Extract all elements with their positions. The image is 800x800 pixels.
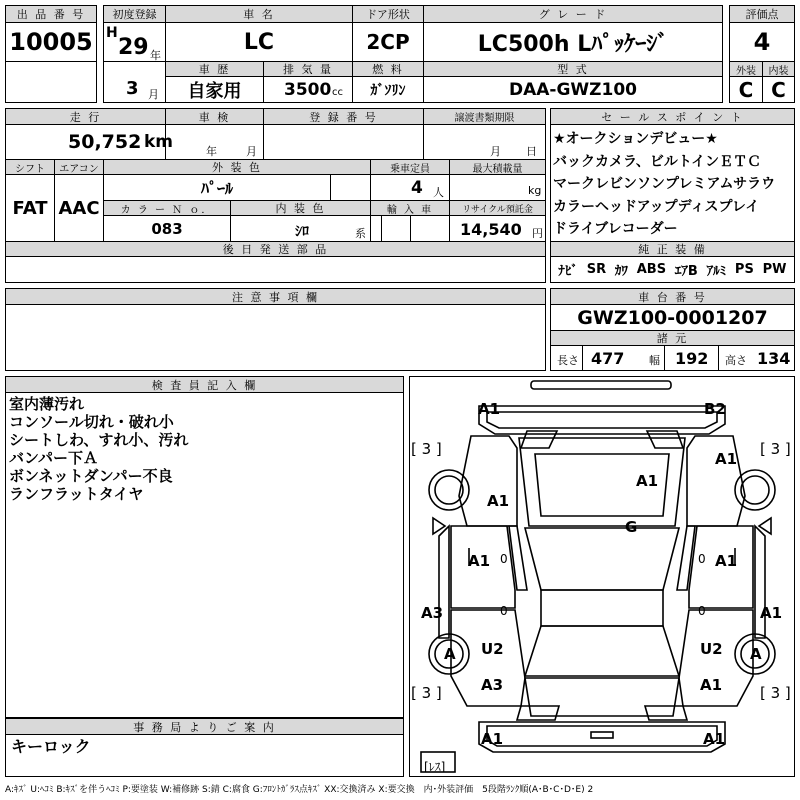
specs-divider-1 <box>582 345 583 371</box>
sales-point-line: マークレビンソンプレミアムサラウ <box>553 176 776 192</box>
kei-unit: 系 <box>355 227 366 240</box>
legend-footer: A:ｷｽﾞ U:ﾍｺﾐ B:ｷｽﾞを伴うﾍｺﾐ P:要塗装 W:補修跡 S:錆 C:腐食 G:ﾌﾛﾝﾄｶﾞﾗｽ点ｷｽﾞ XX:交換済み X:要交換 内･外装評価 5段階ﾗﾝｸ順(A･B･C･D･E) 2 <box>5 785 594 795</box>
car-name-header: 車 名 <box>165 5 353 23</box>
ext-color-value: ﾊﾟｰﾙ <box>103 174 331 201</box>
shift-value: FAT <box>5 174 55 242</box>
max-load-cell <box>449 174 546 201</box>
damage-door-right: A1 <box>715 552 738 570</box>
later-parts-header: 後 日 発 送 部 品 <box>5 241 546 257</box>
damage-sill-right: A1 <box>760 604 783 622</box>
month-unit: 月 <box>148 88 159 101</box>
first-reg-header: 初度登録 <box>103 5 166 23</box>
model-code-header: 型 式 <box>423 61 723 77</box>
lot-no-header: 出 品 番 号 <box>5 5 97 23</box>
reg-year: 29 <box>118 35 149 60</box>
sales-point-header: セ ー ル ス ポ イ ン ト <box>550 108 795 125</box>
specs-box <box>550 345 795 371</box>
lot-no-value: 10005 <box>5 22 97 62</box>
office-header: 事 務 局 よ り ご 案 内 <box>5 718 404 735</box>
car-diagram <box>409 376 795 777</box>
notes-header: 注 意 事 項 欄 <box>5 288 546 305</box>
specs-divider-3 <box>718 345 719 371</box>
era-letter: H <box>106 25 118 41</box>
deadline-month-unit: 月 <box>490 145 501 158</box>
grade-value: LC500h Lﾊﾟｯｹｰｼﾞ <box>423 22 723 62</box>
mileage-value: 50,752 <box>68 131 142 153</box>
history-value: 自家用 <box>165 76 264 103</box>
inspector-note: 室内薄汚れ <box>9 395 85 413</box>
notes-box <box>5 304 546 371</box>
sales-point-line: ドライブレコーダー <box>553 221 678 237</box>
first-reg-month-cell <box>103 61 166 103</box>
car-name-value: LC <box>165 22 353 62</box>
sales-point-line: ★オークションデビュー★ <box>553 131 718 147</box>
fuel-value: ｶﾞｿﾘﾝ <box>352 76 424 103</box>
quarter-mark-right: 0 <box>698 604 706 618</box>
damage-rear-wheel-right: A <box>750 645 762 663</box>
grade-header: グ レ ー ド <box>423 5 723 23</box>
quarter-mark-left: 0 <box>500 604 508 618</box>
int-color-header: 内 装 色 <box>230 200 371 216</box>
ext-color-blank <box>330 174 371 201</box>
equipment-item: ｴｱB <box>674 264 698 279</box>
first-reg-year-cell <box>103 22 166 62</box>
sales-point-line: バックカメラ、ビルトインＥＴＣ <box>553 153 762 170</box>
inspector-note: コンソール切れ・破れ小 <box>9 413 174 431</box>
history-header: 車 歴 <box>165 61 264 77</box>
import-header: 輸 入 車 <box>370 200 450 216</box>
capacity-header: 乗車定員 <box>370 159 450 175</box>
ext-color-header: 外 装 色 <box>103 159 371 175</box>
office-note: キーロック <box>11 737 91 756</box>
score-header: 評価点 <box>729 5 795 23</box>
inspection-cell <box>165 124 264 160</box>
damage-quarter-left: U2 <box>481 640 504 658</box>
damage-roof: G <box>625 518 638 536</box>
cc-unit: cc <box>332 87 343 98</box>
damage-rear-right: A1 <box>703 730 726 748</box>
transfer-deadline-cell <box>423 124 546 160</box>
door-mark-right: 0 <box>698 552 706 566</box>
length-label: 長さ <box>557 354 579 367</box>
equipment-item: ﾅﾋﾞ <box>558 264 578 279</box>
int-color-cell <box>230 215 371 242</box>
equipment-item: PW <box>762 262 787 277</box>
equipment-item: PS <box>734 262 754 277</box>
inspection-year-unit: 年 <box>206 145 217 158</box>
damage-front-right: B2 <box>704 400 726 418</box>
length-value: 477 <box>591 349 625 368</box>
recycle-cell <box>449 215 546 242</box>
displacement-value: 3500 <box>284 80 332 100</box>
persons-unit: 人 <box>433 186 444 199</box>
height-label: 高さ <box>725 354 747 367</box>
year-unit: 年 <box>150 49 161 62</box>
equipment-item: ｶﾜ <box>614 264 628 279</box>
damage-sill-left: A3 <box>421 604 444 622</box>
equipment-item: ｱﾙﾐ <box>706 264 727 279</box>
damage-rear-quarter-left: A3 <box>481 676 504 694</box>
displacement-header: 排 気 量 <box>263 61 353 77</box>
mileage-header: 走 行 <box>5 108 166 125</box>
tire-fl: [ 3 ] <box>411 440 442 458</box>
tire-rr: [ 3 ] <box>760 684 791 702</box>
inspector-note: ランフラットタイヤ <box>9 485 144 503</box>
inspector-note: バンパー下Ａ <box>9 449 98 467</box>
color-no-value: 083 <box>103 215 231 242</box>
model-code-value: DAA-GWZ100 <box>423 76 723 103</box>
inspector-note: ボンネットダンパー不良 <box>9 467 173 485</box>
exterior-header: 外装 <box>729 61 763 77</box>
transfer-deadline-header: 譲渡書類期限 <box>423 108 546 125</box>
yen-unit: 円 <box>532 227 543 240</box>
equipment-item: SR <box>586 262 607 277</box>
fuel-header: 燃 料 <box>352 61 424 77</box>
reg-month: 3 <box>126 78 139 99</box>
shift-header: シフト <box>5 159 55 175</box>
score-value: 4 <box>729 22 795 62</box>
import-divider <box>381 215 411 242</box>
km-unit: km <box>144 132 174 152</box>
damage-quarter-right: U2 <box>700 640 723 658</box>
spare-tire-label: [ﾚｽ] <box>424 760 446 774</box>
genuine-equipment-header: 純 正 装 備 <box>550 241 795 257</box>
exterior-grade: C <box>729 76 763 103</box>
aircon-value: AAC <box>54 174 104 242</box>
damage-rear-quarter-right: A1 <box>700 676 723 694</box>
equipment-item: ABS <box>636 262 667 277</box>
aircon-header: エアコン <box>54 159 104 175</box>
tire-rl: [ 3 ] <box>411 684 442 702</box>
height-value: 134 <box>757 349 791 368</box>
door-header: ドア形状 <box>352 5 424 23</box>
recycle-value: 14,540 <box>460 220 522 239</box>
inspection-month-unit: 月 <box>246 145 257 158</box>
genuine-equipment-box <box>550 256 795 283</box>
sales-point-box <box>550 124 795 242</box>
mileage-cell <box>5 124 174 160</box>
lot-no-blank <box>5 61 97 103</box>
damage-rear-left: A1 <box>481 730 504 748</box>
width-value: 192 <box>675 349 709 368</box>
tire-fr: [ 3 ] <box>760 440 791 458</box>
damage-rear-wheel-left: A <box>444 645 456 663</box>
inspector-note: シートしわ、すれ小、汚れ <box>9 431 189 449</box>
sales-point-line: カラーヘッドアップディスプレイ <box>553 198 760 215</box>
inspection-header: 車 検 <box>165 108 264 125</box>
damage-door-left: A1 <box>468 552 491 570</box>
capacity-cell <box>370 174 450 201</box>
inspector-header: 検 査 員 記 入 欄 <box>5 376 404 393</box>
damage-front-left: A1 <box>478 400 501 418</box>
specs-header: 諸 元 <box>550 330 795 346</box>
kg-unit: kg <box>528 184 542 197</box>
chassis-value: GWZ100-0001207 <box>550 304 795 331</box>
interior-grade: C <box>762 76 795 103</box>
displacement-cell <box>263 76 353 103</box>
damage-hood: A1 <box>636 472 659 490</box>
door-value: 2CP <box>352 22 424 62</box>
capacity-value: 4 <box>411 178 423 198</box>
recycle-header: リサイクル預託金 <box>449 200 546 216</box>
office-box <box>5 734 404 777</box>
max-load-header: 最大積載量 <box>449 159 546 175</box>
deadline-day-unit: 日 <box>526 145 537 158</box>
reg-no-cell <box>263 124 424 160</box>
damage-windshield-left: A1 <box>487 492 510 510</box>
door-mark-left: 0 <box>500 552 508 566</box>
damage-fender-right: A1 <box>715 450 738 468</box>
later-parts-box <box>5 256 546 283</box>
chassis-header: 車 台 番 号 <box>550 288 795 305</box>
inspector-box <box>5 392 404 718</box>
int-color-value: ｼﾛ <box>295 224 309 240</box>
color-no-header: カ ラ ー Ｎ ｏ． <box>103 200 231 216</box>
specs-divider-2 <box>664 345 665 371</box>
reg-no-header: 登 録 番 号 <box>263 108 424 125</box>
interior-header: 内装 <box>762 61 795 77</box>
width-label: 幅 <box>649 354 660 367</box>
